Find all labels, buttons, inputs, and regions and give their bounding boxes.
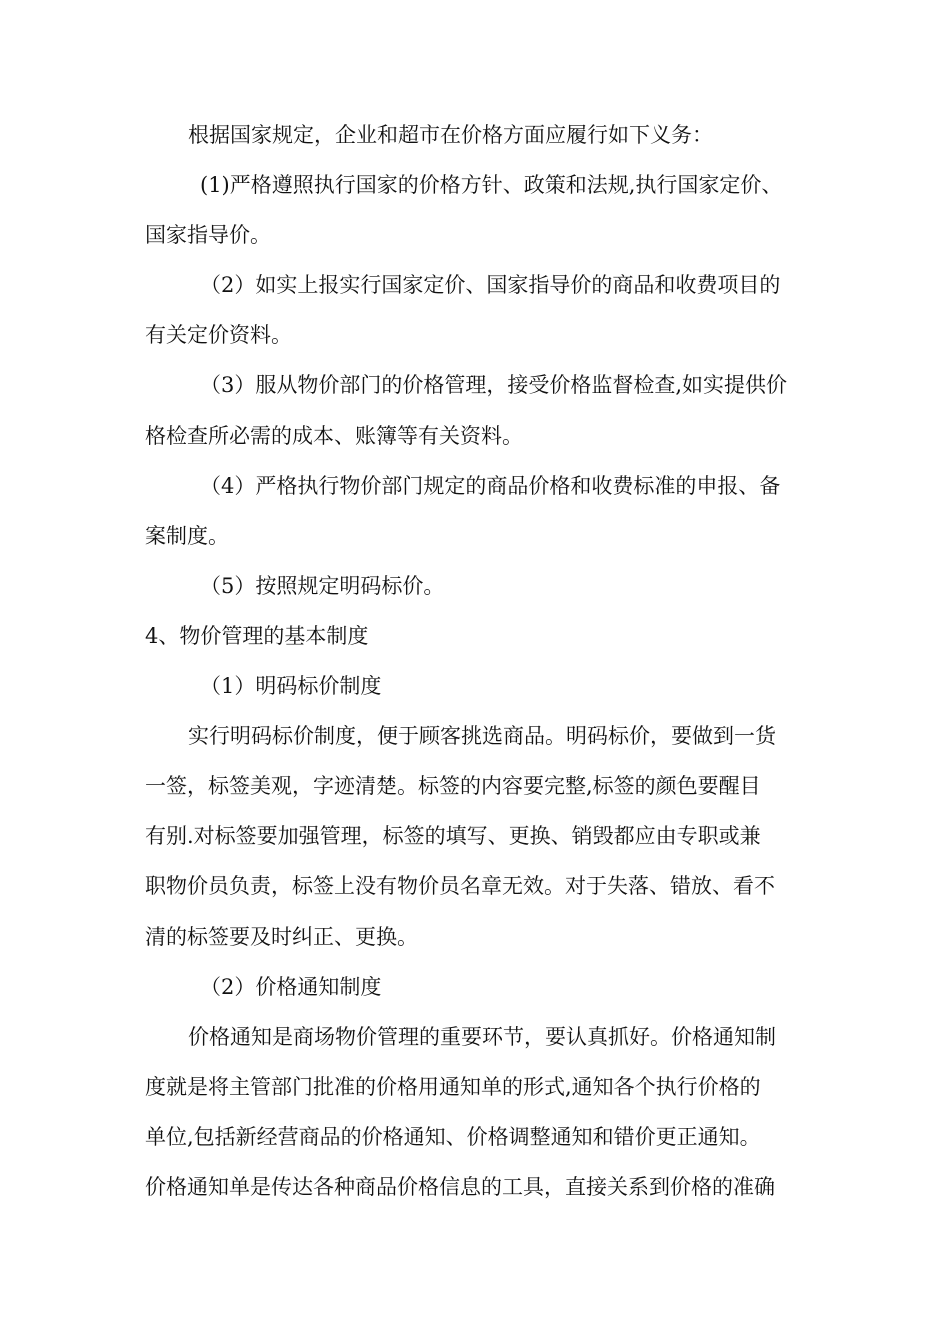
list-item-3-line-2: 格检查所必需的成本、账簿等有关资料。 [145,424,523,448]
paragraph-1-line-3: 有别.对标签要加强管理，标签的填写、更换、销毁都应由专职或兼 [145,824,761,848]
list-item-2-line-1: （2）如实上报实行国家定价、国家指导价的商品和收费项目的 [200,273,781,297]
paragraph-1-line-2: 一签，标签美观，字迹清楚。标签的内容要完整,标签的颜色要醒目 [145,774,761,798]
list-item-4-line-2: 案制度。 [145,524,229,548]
list-item-1-line-1: (1)严格遵照执行国家的价格方针、政策和法规,执行国家定价、 [200,173,783,197]
subheading-1: （1）明码标价制度 [200,674,382,698]
list-item-4-line-1: （4）严格执行物价部门规定的商品价格和收费标准的申报、备 [200,474,781,498]
list-item-1-line-2: 国家指导价。 [145,223,271,247]
paragraph-2-line-3: 单位,包括新经营商品的价格通知、价格调整通知和错价更正通知。 [145,1125,761,1149]
list-item-5: （5）按照规定明码标价。 [200,574,445,598]
section-heading: 4、物价管理的基本制度 [145,624,369,648]
paragraph-1-line-4: 职物价员负责，标签上没有物价员名章无效。对于失落、错放、看不 [145,874,775,898]
list-item-3-line-1: （3）服从物价部门的价格管理，接受价格监督检查,如实提供价 [200,373,788,397]
paragraph-2-line-1: 价格通知是商场物价管理的重要环节，要认真抓好。价格通知制 [188,1025,776,1049]
paragraph-2-line-4: 价格通知单是传达各种商品价格信息的工具，直接关系到价格的准确 [145,1175,775,1199]
paragraph-intro: 根据国家规定，企业和超市在价格方面应履行如下义务： [188,123,713,147]
paragraph-2-line-2: 度就是将主管部门批准的价格用通知单的形式,通知各个执行价格的 [145,1075,761,1099]
paragraph-1-line-5: 清的标签要及时纠正、更换。 [145,925,418,949]
paragraph-1-line-1: 实行明码标价制度，便于顾客挑选商品。明码标价，要做到一货 [188,724,776,748]
subheading-2: （2）价格通知制度 [200,975,382,999]
list-item-2-line-2: 有关定价资料。 [145,323,292,347]
